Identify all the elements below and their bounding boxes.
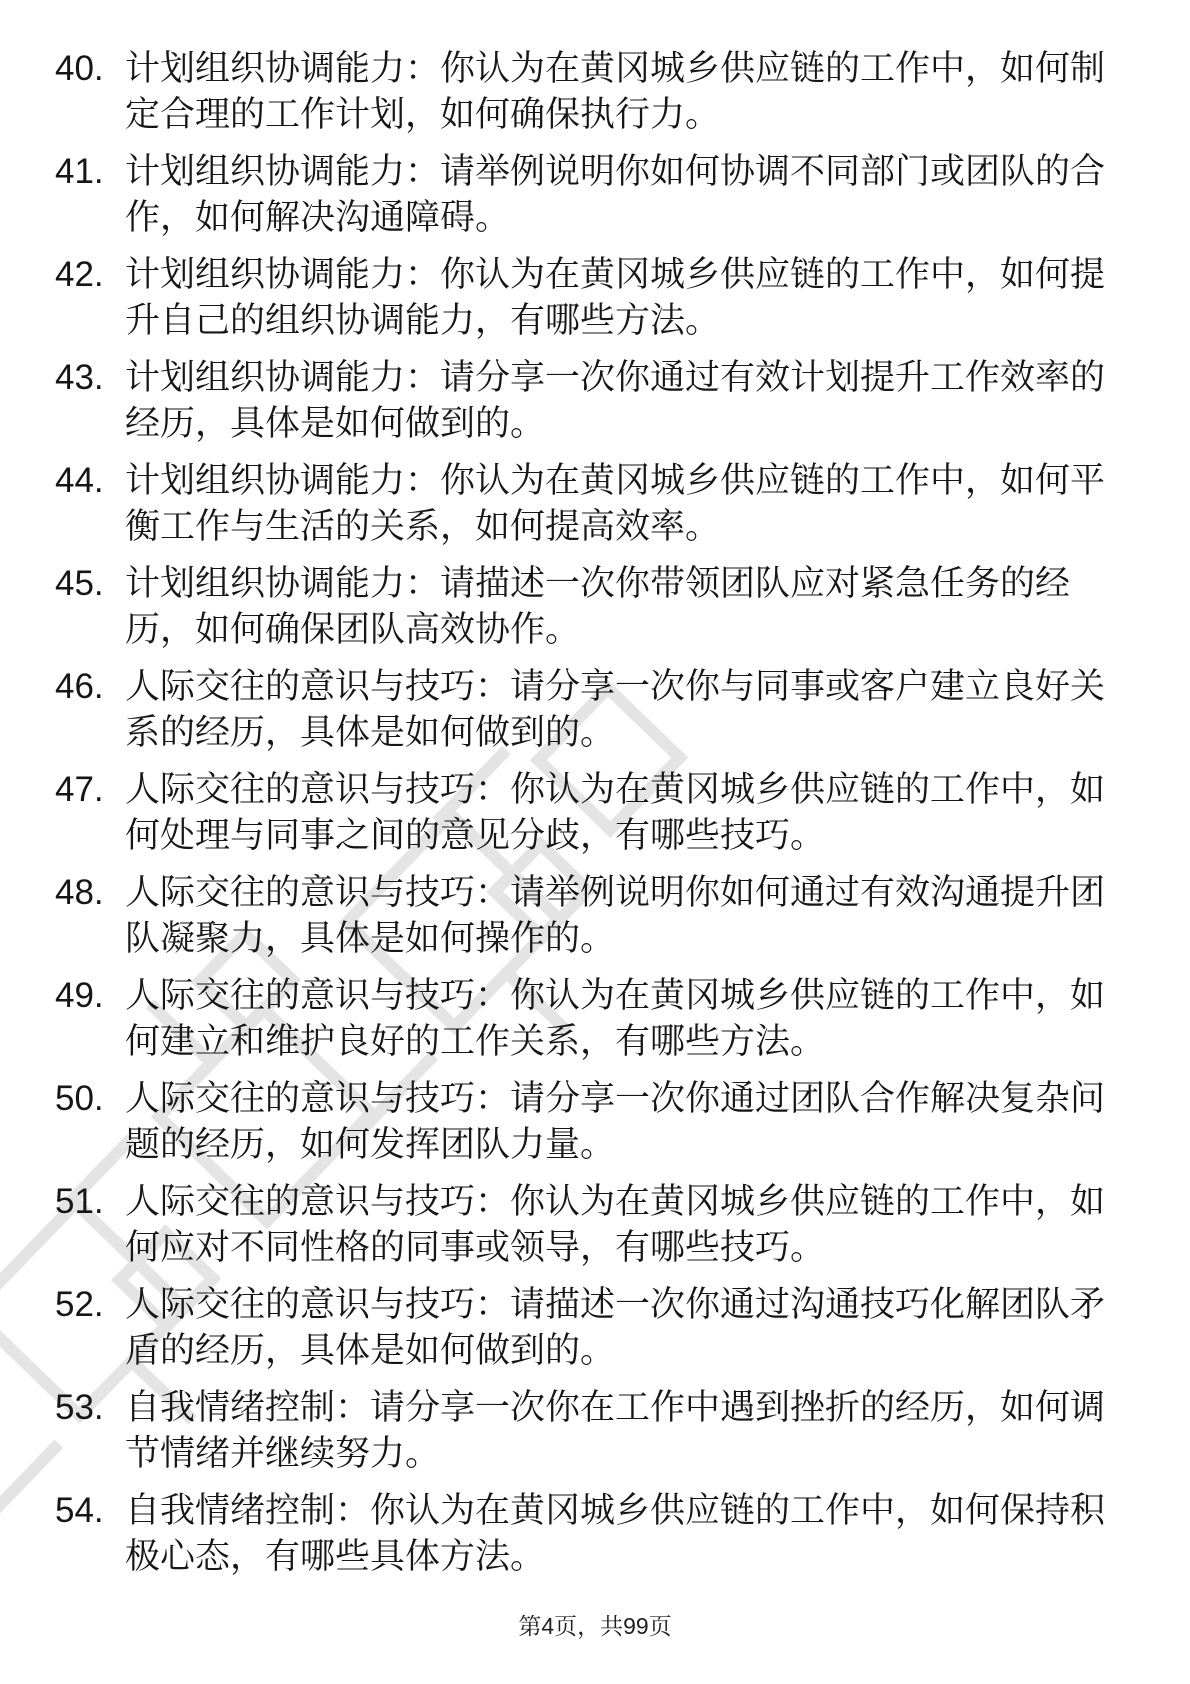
question-text: 计划组织协调能力：你认为在黄冈城乡供应链的工作中，如何制定合理的工作计划，如何确保执行力。	[125, 49, 1106, 134]
question-text: 人际交往的意识与技巧：你认为在黄冈城乡供应链的工作中，如何应对不同性格的同事或领导，有哪些技巧。	[125, 1182, 1106, 1267]
question-number: 45.	[55, 564, 104, 603]
question-number: 47.	[55, 770, 104, 809]
question-text: 自我情绪控制：你认为在黄冈城乡供应链的工作中，如何保持积极心态，有哪些具体方法。	[125, 1491, 1106, 1576]
question-text: 自我情绪控制：请分享一次你在工作中遇到挫折的经历，如何调节情绪并继续努力。	[125, 1388, 1106, 1473]
question-item	[55, 46, 1140, 138]
question-item	[55, 1179, 1140, 1271]
page-number-indicator: 第4页，共99页	[518, 1613, 672, 1639]
question-number: 41.	[55, 152, 104, 191]
question-text: 人际交往的意识与技巧：请分享一次你与同事或客户建立良好关系的经历，具体是如何做到的。	[125, 667, 1106, 752]
question-number: 46.	[55, 667, 104, 706]
question-item	[55, 973, 1140, 1065]
question-number: 50.	[55, 1079, 104, 1118]
question-item	[55, 252, 1140, 344]
question-number: 52.	[55, 1285, 104, 1324]
question-number: 49.	[55, 976, 104, 1015]
question-item	[55, 1076, 1140, 1168]
question-number: 54.	[55, 1491, 104, 1530]
question-text: 计划组织协调能力：请描述一次你带领团队应对紧急任务的经历，如何确保团队高效协作。	[125, 564, 1071, 649]
question-text: 人际交往的意识与技巧：你认为在黄冈城乡供应链的工作中，如何处理与同事之间的意见分歧，有哪些技巧。	[125, 770, 1106, 855]
question-item	[55, 1282, 1140, 1374]
question-item	[55, 1385, 1140, 1477]
question-text: 人际交往的意识与技巧：请举例说明你如何通过有效沟通提升团队凝聚力，具体是如何操作的。	[125, 873, 1106, 958]
question-number: 51.	[55, 1182, 104, 1221]
question-text: 计划组织协调能力：你认为在黄冈城乡供应链的工作中，如何平衡工作与生活的关系，如何提高效率。	[125, 461, 1106, 546]
question-item	[55, 458, 1140, 550]
question-number: 44.	[55, 461, 104, 500]
question-text: 计划组织协调能力：请分享一次你通过有效计划提升工作效率的经历，具体是如何做到的。	[125, 358, 1106, 443]
question-text: 人际交往的意识与技巧：请分享一次你通过团队合作解决复杂问题的经历，如何发挥团队力量。	[125, 1079, 1106, 1164]
question-number: 53.	[55, 1388, 104, 1427]
question-item	[55, 149, 1140, 241]
question-text: 计划组织协调能力：你认为在黄冈城乡供应链的工作中，如何提升自己的组织协调能力，有哪些方法。	[125, 255, 1106, 340]
question-text: 计划组织协调能力：请举例说明你如何协调不同部门或团队的合作，如何解决沟通障碍。	[125, 152, 1106, 237]
question-item	[55, 870, 1140, 962]
question-number: 40.	[55, 49, 104, 88]
question-number: 43.	[55, 358, 104, 397]
question-number: 48.	[55, 873, 104, 912]
question-text: 人际交往的意识与技巧：请描述一次你通过沟通技巧化解团队矛盾的经历，具体是如何做到的。	[125, 1285, 1106, 1370]
question-text: 人际交往的意识与技巧：你认为在黄冈城乡供应链的工作中，如何建立和维护良好的工作关系，有哪些方法。	[125, 976, 1106, 1061]
question-item	[55, 561, 1140, 653]
question-item	[55, 664, 1140, 756]
question-item	[55, 1488, 1140, 1580]
question-item	[55, 767, 1140, 859]
question-number: 42.	[55, 255, 104, 294]
question-item	[55, 355, 1140, 447]
